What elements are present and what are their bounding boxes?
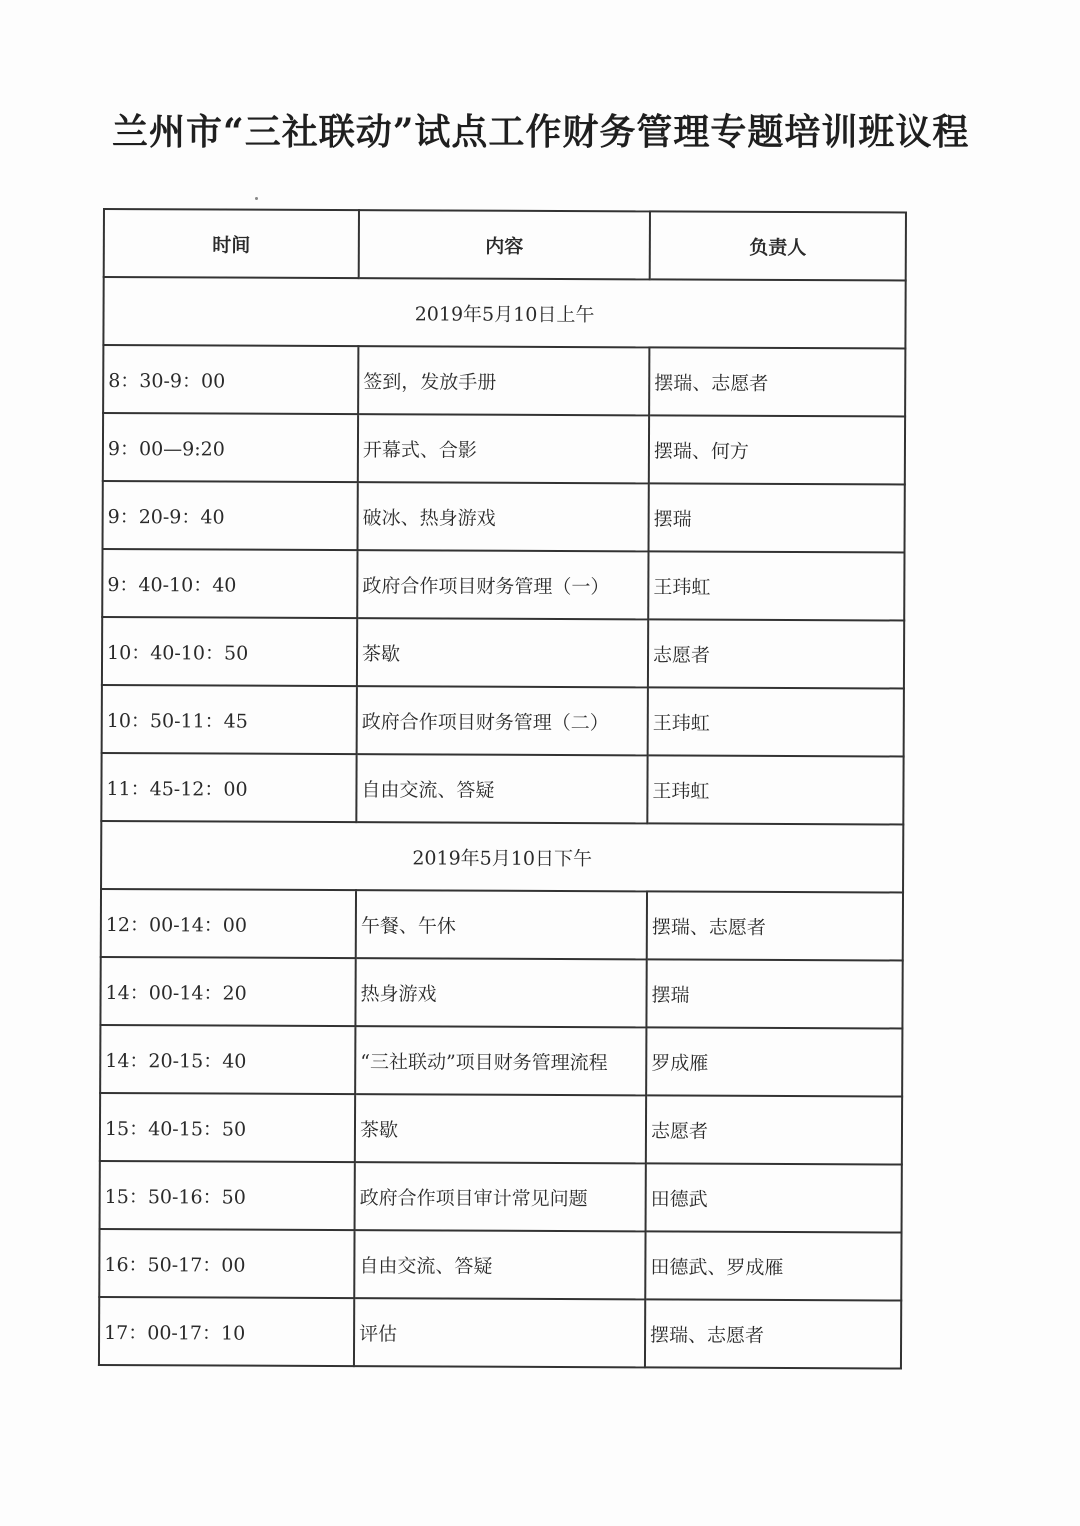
cell-time: 9：00—9:20 xyxy=(103,413,358,482)
cell-time: 14：00-14：20 xyxy=(100,957,355,1026)
table-row xyxy=(103,481,905,552)
table-row xyxy=(100,1161,902,1232)
cell-time: 8：30-9：00 xyxy=(103,345,358,414)
agenda-table xyxy=(98,208,907,1369)
cell-owner: 王玮虹 xyxy=(648,551,904,620)
header-content: 内容 xyxy=(359,210,650,279)
cell-content: 茶歇 xyxy=(357,618,648,687)
cell-owner: 摆瑞、志愿者 xyxy=(649,347,905,416)
cell-time: 15：40-15：50 xyxy=(100,1093,355,1162)
table-row xyxy=(102,617,904,688)
section-label-morning: 2019年5月10日上午 xyxy=(103,277,905,348)
cell-owner: 摆瑞、志愿者 xyxy=(645,1299,901,1368)
cell-content: 自由交流、答疑 xyxy=(354,1230,645,1299)
section-label-afternoon: 2019年5月10日下午 xyxy=(101,821,903,892)
cell-time: 9：20-9：40 xyxy=(103,481,358,550)
table-row xyxy=(100,1025,902,1096)
scan-speck xyxy=(255,197,258,200)
header-time: 时间 xyxy=(104,209,359,278)
cell-owner: 王玮虹 xyxy=(648,687,904,756)
cell-content: 破冰、热身游戏 xyxy=(358,482,649,551)
cell-content: 政府合作项目财务管理（一） xyxy=(357,550,648,619)
cell-owner: 田德武、罗成雁 xyxy=(645,1231,901,1300)
cell-content: 政府合作项目审计常见问题 xyxy=(355,1162,646,1231)
cell-owner: 摆瑞、何方 xyxy=(649,415,905,484)
document-title: 兰州市“三社联动”试点工作财务管理专题培训班议程 xyxy=(112,111,970,153)
cell-content: 热身游戏 xyxy=(355,958,646,1027)
cell-owner: 志愿者 xyxy=(646,1095,902,1164)
cell-time: 17：00-17：10 xyxy=(99,1297,354,1366)
cell-time: 15：50-16：50 xyxy=(100,1161,355,1230)
section-row-morning xyxy=(103,277,905,348)
table-row xyxy=(101,889,903,960)
cell-owner: 摆瑞 xyxy=(646,959,902,1028)
cell-content: 茶歇 xyxy=(355,1094,646,1163)
cell-content: 自由交流、答疑 xyxy=(356,754,647,823)
cell-content: 午餐、午休 xyxy=(356,890,647,959)
cell-time: 14：20-15：40 xyxy=(100,1025,355,1094)
cell-content: 签到，发放手册 xyxy=(358,346,649,415)
header-owner: 负责人 xyxy=(650,211,906,280)
section-row-afternoon xyxy=(101,821,903,892)
cell-time: 12：00-14：00 xyxy=(101,889,356,958)
cell-time: 16：50-17：00 xyxy=(99,1229,354,1298)
table-row xyxy=(100,1093,902,1164)
table-row xyxy=(100,957,902,1028)
cell-content: 评估 xyxy=(354,1298,645,1367)
cell-owner: 摆瑞、志愿者 xyxy=(647,891,903,960)
cell-content: “三社联动”项目财务管理流程 xyxy=(355,1026,646,1095)
cell-owner: 志愿者 xyxy=(648,619,904,688)
cell-time: 10：50-11：45 xyxy=(102,685,357,754)
cell-owner: 摆瑞 xyxy=(649,483,905,552)
table-row xyxy=(102,685,904,756)
cell-owner: 田德武 xyxy=(646,1163,902,1232)
table-row xyxy=(99,1229,901,1300)
table-row xyxy=(103,413,905,484)
cell-content: 开幕式、合影 xyxy=(358,414,649,483)
cell-time: 10：40-10：50 xyxy=(102,617,357,686)
table-row xyxy=(99,1297,901,1368)
cell-owner: 王玮虹 xyxy=(647,755,903,824)
table-row xyxy=(102,549,904,620)
cell-owner: 罗成雁 xyxy=(646,1027,902,1096)
cell-time: 9：40-10：40 xyxy=(102,549,357,618)
cell-time: 11：45-12：00 xyxy=(101,753,356,822)
table-row xyxy=(101,753,903,824)
cell-content: 政府合作项目财务管理（二） xyxy=(357,686,648,755)
table-header-row xyxy=(104,209,906,280)
table-row xyxy=(103,345,905,416)
